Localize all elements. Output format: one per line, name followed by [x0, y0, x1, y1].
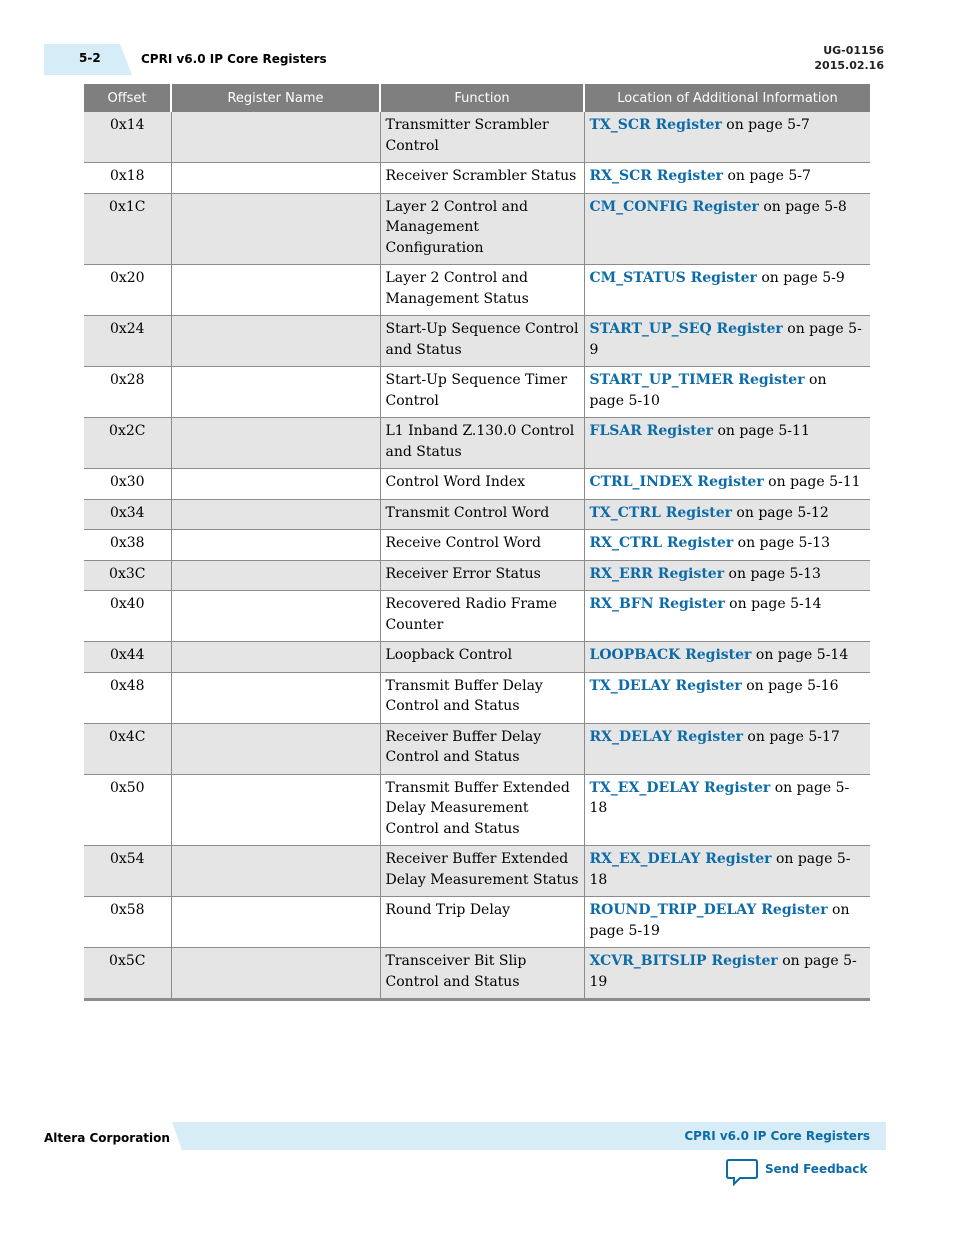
- column-header-location: Location of Additional Information: [584, 84, 870, 112]
- function-cell: Receiver Buffer Extended Delay Measurement Status: [380, 846, 584, 897]
- table-row: [84, 193, 870, 265]
- table-row: [84, 469, 870, 500]
- table-row: [84, 265, 870, 316]
- function-cell: Transceiver Bit Slip Control and Status: [380, 948, 584, 1000]
- location-cell: [584, 163, 870, 194]
- function-cell: Transmit Control Word: [380, 499, 584, 530]
- table-row: [84, 560, 870, 591]
- footer-company: Altera Corporation: [44, 1131, 170, 1145]
- register-name-cell: [171, 846, 380, 897]
- register-link[interactable]: RX_CTRL Register: [589, 535, 734, 551]
- page-reference: on page 5-16: [741, 677, 839, 694]
- table-row: [84, 723, 870, 774]
- page-reference: on page 5-9: [756, 270, 845, 286]
- location-cell: [584, 530, 870, 561]
- location-cell: [584, 112, 870, 163]
- table-row: [84, 846, 870, 897]
- register-link[interactable]: RX_DELAY Register: [589, 728, 743, 745]
- table-row: [84, 774, 870, 846]
- page-reference: on page 5-14: [751, 647, 849, 663]
- register-name-cell: [171, 897, 380, 948]
- function-cell: Loopback Control: [380, 642, 584, 673]
- register-link[interactable]: LOOPBACK Register: [589, 647, 752, 663]
- function-cell: Layer 2 Control and Management Configuration: [380, 193, 584, 265]
- page-reference: on page 5-11: [713, 423, 810, 439]
- register-link[interactable]: RX_ERR Register: [589, 565, 725, 582]
- function-cell: Round Trip Delay: [380, 897, 584, 948]
- column-header-offset: Offset: [84, 84, 171, 112]
- function-cell: Start-Up Sequence Control and Status: [380, 316, 584, 367]
- register-name-cell: [171, 642, 380, 673]
- page-reference: on page 5-8: [758, 198, 847, 215]
- offset-cell: 0x30: [84, 469, 171, 500]
- location-cell: [584, 774, 870, 846]
- page-reference: on page 5-19: [589, 953, 857, 990]
- page-reference: on page 5-18: [589, 779, 850, 816]
- offset-cell: 0x48: [84, 672, 171, 723]
- register-table: [84, 84, 870, 1001]
- register-link[interactable]: CTRL_INDEX Register: [589, 474, 764, 490]
- table-row: [84, 499, 870, 530]
- offset-cell: 0x2C: [84, 418, 171, 469]
- page-reference: on page 5-7: [723, 168, 811, 184]
- location-cell: [584, 591, 870, 642]
- register-name-cell: [171, 672, 380, 723]
- function-cell: Transmit Buffer Delay Control and Status: [380, 672, 584, 723]
- offset-cell: 0x58: [84, 897, 171, 948]
- offset-cell: 0x28: [84, 367, 171, 418]
- page-reference: on page 5-17: [742, 728, 840, 745]
- table-row: [84, 367, 870, 418]
- page-reference: on page 5-12: [731, 504, 829, 521]
- register-name-cell: [171, 163, 380, 194]
- location-cell: [584, 469, 870, 500]
- offset-cell: 0x54: [84, 846, 171, 897]
- page-reference: on page 5-11: [763, 474, 861, 490]
- location-cell: [584, 367, 870, 418]
- location-cell: [584, 672, 870, 723]
- function-cell: Transmitter Scrambler Control: [380, 112, 584, 163]
- register-link[interactable]: TX_DELAY Register: [589, 677, 742, 694]
- page-reference: on page 5-14: [724, 596, 822, 612]
- register-name-cell: [171, 560, 380, 591]
- table-row: [84, 418, 870, 469]
- page-reference: on page 5-13: [724, 565, 821, 582]
- offset-cell: 0x3C: [84, 560, 171, 591]
- register-link[interactable]: START_UP_TIMER Register: [589, 372, 805, 388]
- feedback-bubble-icon[interactable]: [726, 1158, 758, 1186]
- register-link[interactable]: FLSAR Register: [589, 423, 714, 439]
- column-header-function: Function: [380, 84, 584, 112]
- register-name-cell: [171, 193, 380, 265]
- register-name-cell: [171, 469, 380, 500]
- register-name-cell: [171, 367, 380, 418]
- location-cell: [584, 897, 870, 948]
- document-date: 2015.02.16: [814, 59, 884, 72]
- table-body: [84, 112, 870, 1000]
- register-link[interactable]: RX_SCR Register: [589, 168, 724, 184]
- table-row: [84, 316, 870, 367]
- page-reference: on page 5-13: [733, 535, 831, 551]
- table-row: [84, 642, 870, 673]
- offset-cell: 0x20: [84, 265, 171, 316]
- register-name-cell: [171, 774, 380, 846]
- register-link[interactable]: TX_EX_DELAY Register: [589, 779, 771, 796]
- register-link[interactable]: CM_STATUS Register: [589, 270, 757, 286]
- location-cell: [584, 642, 870, 673]
- location-cell: [584, 948, 870, 1000]
- page-number: 5-2: [79, 51, 101, 65]
- offset-cell: 0x5C: [84, 948, 171, 1000]
- offset-cell: 0x4C: [84, 723, 171, 774]
- offset-cell: 0x1C: [84, 193, 171, 265]
- page-reference: on page 5-7: [721, 117, 810, 133]
- table-row: [84, 897, 870, 948]
- location-cell: [584, 265, 870, 316]
- function-cell: Receiver Buffer Delay Control and Status: [380, 723, 584, 774]
- table-row: [84, 948, 870, 1000]
- register-name-cell: [171, 499, 380, 530]
- offset-cell: 0x40: [84, 591, 171, 642]
- function-cell: Transmit Buffer Extended Delay Measurement Control and Status: [380, 774, 584, 846]
- column-header-register-name: Register Name: [171, 84, 380, 112]
- location-cell: [584, 723, 870, 774]
- register-link[interactable]: TX_CTRL Register: [589, 504, 732, 521]
- offset-cell: 0x34: [84, 499, 171, 530]
- register-link[interactable]: TX_SCR Register: [589, 117, 722, 133]
- register-link[interactable]: ROUND_TRIP_DELAY Register: [589, 902, 828, 918]
- location-cell: [584, 316, 870, 367]
- register-name-cell: [171, 316, 380, 367]
- register-link[interactable]: CM_CONFIG Register: [589, 198, 759, 215]
- register-name-cell: [171, 265, 380, 316]
- table-row: [84, 112, 870, 163]
- function-cell: L1 Inband Z.130.0 Control and Status: [380, 418, 584, 469]
- offset-cell: 0x24: [84, 316, 171, 367]
- offset-cell: 0x18: [84, 163, 171, 194]
- table-row: [84, 591, 870, 642]
- function-cell: Receive Control Word: [380, 530, 584, 561]
- location-cell: [584, 193, 870, 265]
- function-cell: Start-Up Sequence Timer Control: [380, 367, 584, 418]
- register-name-cell: [171, 418, 380, 469]
- function-cell: Receiver Error Status: [380, 560, 584, 591]
- page-reference: on page 5-18: [589, 851, 851, 888]
- offset-cell: 0x44: [84, 642, 171, 673]
- register-link[interactable]: XCVR_BITSLIP Register: [589, 953, 778, 969]
- document-id-block: [814, 43, 884, 73]
- page-reference: on page 5-9: [589, 321, 862, 358]
- offset-cell: 0x14: [84, 112, 171, 163]
- register-name-cell: [171, 112, 380, 163]
- document-id: UG-01156: [823, 44, 884, 57]
- footer-chapter-link[interactable]: CPRI v6.0 IP Core Registers: [684, 1129, 870, 1143]
- register-link[interactable]: RX_BFN Register: [589, 596, 725, 612]
- function-cell: Receiver Scrambler Status: [380, 163, 584, 194]
- table-row: [84, 530, 870, 561]
- location-cell: [584, 560, 870, 591]
- register-name-cell: [171, 591, 380, 642]
- location-cell: [584, 846, 870, 897]
- location-cell: [584, 418, 870, 469]
- table-row: [84, 163, 870, 194]
- register-name-cell: [171, 948, 380, 1000]
- page-reference: on page 5-10: [589, 372, 827, 409]
- register-name-cell: [171, 723, 380, 774]
- send-feedback-link[interactable]: Send Feedback: [765, 1162, 868, 1176]
- chapter-title: CPRI v6.0 IP Core Registers: [141, 52, 327, 66]
- register-link[interactable]: RX_EX_DELAY Register: [589, 851, 772, 867]
- table-header-row: [84, 84, 870, 112]
- function-cell: Layer 2 Control and Management Status: [380, 265, 584, 316]
- location-cell: [584, 499, 870, 530]
- register-link[interactable]: START_UP_SEQ Register: [589, 321, 783, 337]
- offset-cell: 0x50: [84, 774, 171, 846]
- function-cell: Control Word Index: [380, 469, 584, 500]
- offset-cell: 0x38: [84, 530, 171, 561]
- register-name-cell: [171, 530, 380, 561]
- page-reference: on page 5-19: [589, 902, 850, 939]
- table-row: [84, 672, 870, 723]
- function-cell: Recovered Radio Frame Counter: [380, 591, 584, 642]
